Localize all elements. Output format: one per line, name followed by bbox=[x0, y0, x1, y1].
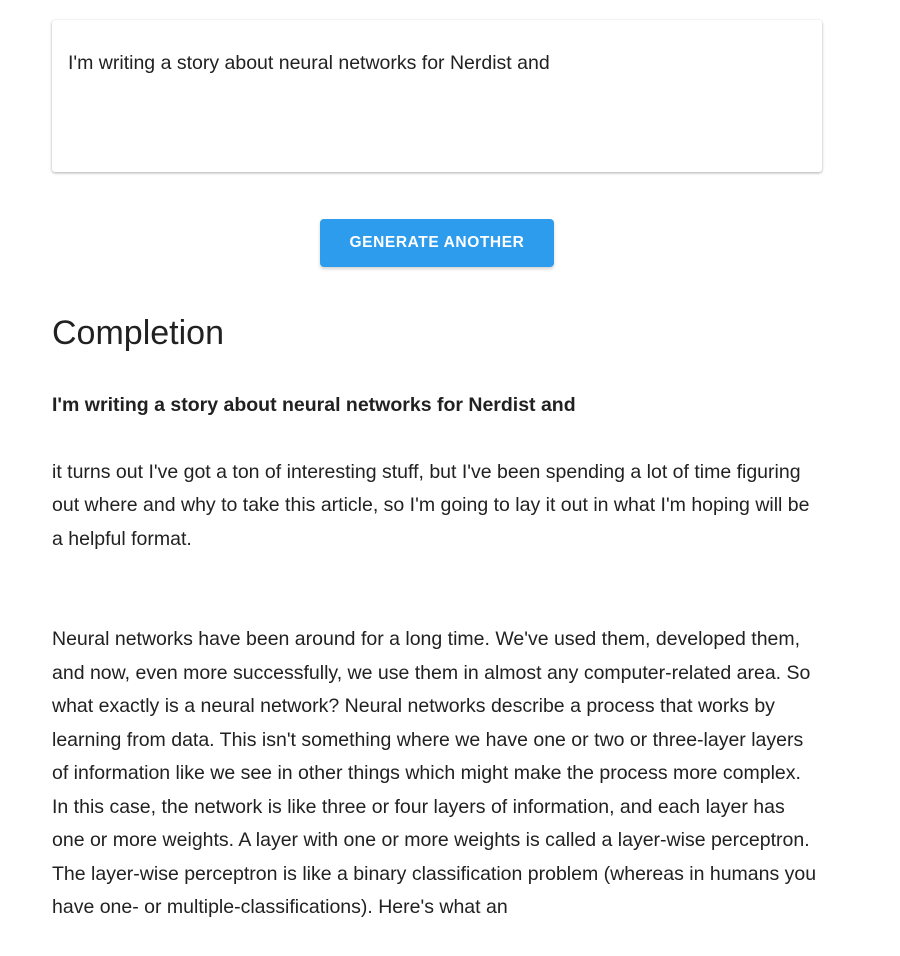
completion-paragraph: it turns out I've got a ton of interesting stuff, but I've been spending a lot of time figuring out where and why to take this article, so I'm going to lay it out in what I'm hoping will be a helpful format. bbox=[52, 460, 810, 550]
completion-heading: Completion bbox=[52, 314, 224, 352]
completion-text bbox=[52, 389, 822, 925]
prompt-card bbox=[52, 20, 822, 172]
completion-paragraph: Neural networks have been around for a long time. We've used them, developed them, and now, even more successfully, we use them in almost any computer-related area. So what exactly is a neural network? Neural networks describe a process that works by learning from data. This isn't something where we have one or two or three-layer layers of information like we see in other things which might make the process more complex. In this case, the network is like three or four layers of information, and each layer has one or more weights. A layer with one or more weights is called a layer-wise perceptron. The layer-wise perceptron is like a binary classification problem (whereas in humans you have one- or multiple-classifications). Here's what an bbox=[52, 628, 817, 918]
button-row bbox=[52, 219, 822, 267]
prompt-input[interactable] bbox=[52, 20, 822, 172]
generate-another-button[interactable]: GENERATE ANOTHER bbox=[320, 219, 554, 267]
main-content bbox=[52, 20, 822, 925]
completion-prompt-echo: I'm writing a story about neural networks for Nerdist and bbox=[52, 394, 576, 416]
